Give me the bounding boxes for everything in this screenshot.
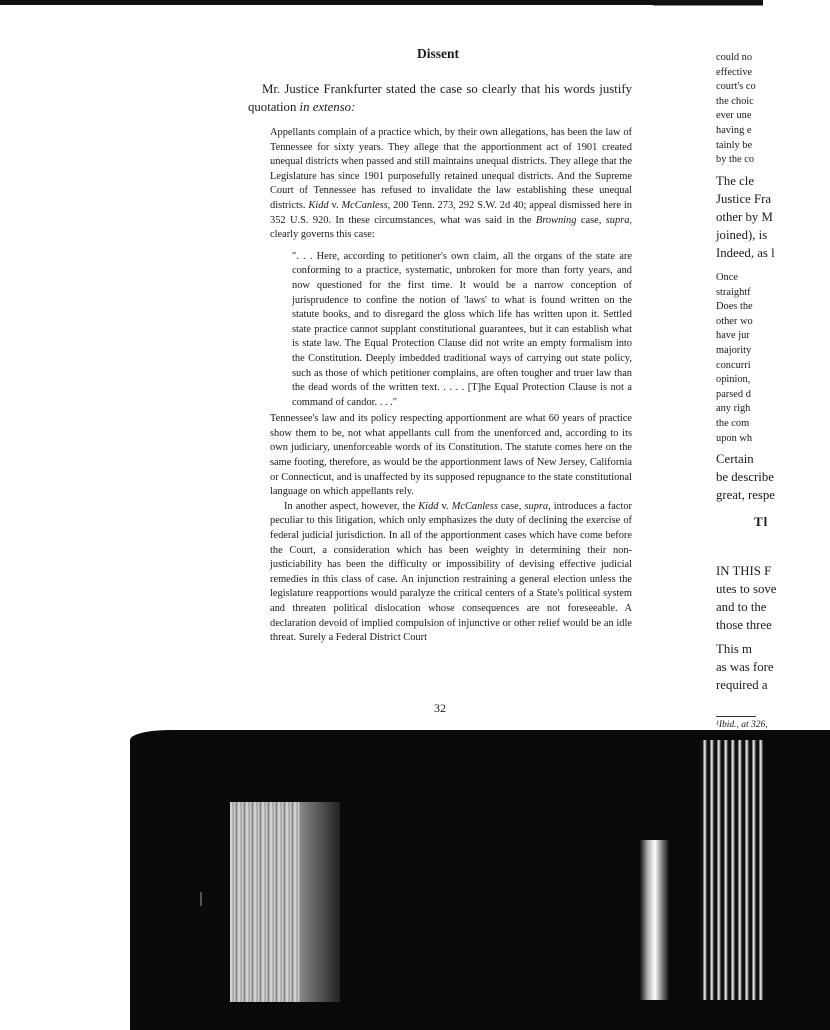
case-name: Kidd xyxy=(308,199,329,211)
facing-page-line: by the co xyxy=(716,154,755,166)
quote-text: introduces a factor peculiar to this litigation, which only emphasizes the duty of declining the exercise of federal judicial jurisdiction. In all of the apportionment cases which have come before the Court, a consideration which has been weighty in determining their non-justiciability has been the difficulty or impossibility of devising effective judicial remedies in this class of case. An injunction restraining a general election unless the legislature reapportions would paralyze the critical centers of a State's political system and threaten political dislocation whose consequences are not foreseeable. A declaration devoid of implied compulsion of injunctive or other relief would be an idle threat. Surely a Federal District Court xyxy=(270,500,632,644)
block-quote xyxy=(270,126,632,646)
facing-page-line: utes to sove xyxy=(716,582,777,596)
scan-gray-band xyxy=(300,802,340,1002)
facing-page-line: ever une xyxy=(716,110,752,122)
case-name: McCanless xyxy=(451,500,498,512)
facing-page-line: joined), is xyxy=(716,228,768,242)
facing-page-line: court's co xyxy=(716,81,756,93)
facing-page-line: be describe xyxy=(716,470,774,484)
intro-italic: in extenso: xyxy=(299,100,356,114)
quote-para-3 xyxy=(270,500,632,646)
facing-page-line: those three xyxy=(716,618,772,632)
quote-para-1 xyxy=(270,126,632,243)
facing-page-line: and to the xyxy=(716,600,767,614)
facing-page-line: tainly be xyxy=(716,139,753,151)
facing-page-line: having e xyxy=(716,125,752,136)
facing-page-line: IN THIS F xyxy=(716,564,772,578)
facing-page-line: opinion, xyxy=(716,374,751,386)
scan-dark-region xyxy=(0,720,763,990)
quote-text: 200 Tenn. 273, 292 S.W. 2d 40; appeal dismissed here in 352 U.S. 920. In these circumstances, what was said in the xyxy=(270,199,632,226)
supra: supra, xyxy=(524,500,551,512)
facing-page-fragment xyxy=(716,52,777,730)
supra: supra, xyxy=(605,214,632,226)
footnote-rule xyxy=(716,716,756,717)
facing-page-line: could no xyxy=(716,52,753,63)
quote-text: clearly governs this case: xyxy=(270,229,375,241)
facing-page-line: effective xyxy=(716,66,753,78)
scan-top-curl xyxy=(653,0,763,18)
facing-page-line: This m xyxy=(716,642,752,656)
facing-page-line: Tl xyxy=(754,514,769,529)
scan-top-edge xyxy=(0,0,763,5)
scan-light-band xyxy=(640,840,670,1000)
facing-page-line: Indeed, as l xyxy=(716,246,775,260)
case-name: McCanless, xyxy=(341,199,391,211)
intro-paragraph xyxy=(248,80,632,116)
facing-page-line: parsed d xyxy=(716,388,751,400)
facing-page-line: the choic xyxy=(716,95,754,107)
quote-text: Appellants complain of a practice which, by their own allegations, has been the law of Tennessee for sixty years. They allege that the apportionment act of 1901 created unequal districts when passed and still maintains unequal districts. They allege that the Legislature has since 1901 purposefully retained unequal districts. And the Supreme Court of Tennessee has refused to invalidate the law establishing these unequal districts. xyxy=(270,127,632,211)
facing-page-line: great, respe xyxy=(716,488,775,502)
facing-page-line: Once xyxy=(716,272,738,283)
scan-mark xyxy=(200,892,202,906)
facing-page-line: The cle xyxy=(716,174,755,188)
facing-page-line: have jur xyxy=(716,330,750,342)
quote-text: In another aspect, however, the xyxy=(284,500,419,512)
intro-text: Mr. Justice Frankfurter stated the case so clearly that his words justify quotation xyxy=(248,82,632,114)
quote-text: v. xyxy=(438,500,452,512)
facing-page-line: Does the xyxy=(716,301,753,313)
quote-text: case, xyxy=(497,500,525,512)
case-name: Kidd xyxy=(418,500,439,512)
facing-page-line: required a xyxy=(716,678,768,692)
facing-page-line: straightf xyxy=(716,286,751,298)
facing-page-line: majority xyxy=(716,345,752,356)
page-number: 32 xyxy=(434,701,446,715)
scan-light-band xyxy=(700,740,763,1000)
quote-text: case, xyxy=(576,214,606,226)
inner-quote: ". . . Here, according to petitioner's own claim, all the organs of the state are conforming to a practice, systematic, unbroken for more than forty years, and now questioned for the first time. It would be a narrow conception of jurisprudence to confine the notion of 'laws' to what is found written on the statute books, and to disregard the gloss which life has written upon it. Settled state practice cannot supplant constitutional guarantees, but it can establish what is state law. The Equal Protection Clause did not write an empty formalism into the Constitution. Deeply imbedded traditional ways of carrying out state policy, such as those of which petitioner complains, are often tougher and truer law than the dead words of the written text. . . . . [T]he Equal Protection Clause is not a command of candor. . . ." xyxy=(292,250,632,408)
facing-page-line: Certain xyxy=(716,452,754,466)
facing-page-line: as was fore xyxy=(716,660,774,674)
facing-page-line: concurri xyxy=(716,359,751,371)
quote-text: v. xyxy=(328,199,342,211)
facing-page-line: Justice Fra xyxy=(716,192,772,206)
scan-gray-band xyxy=(230,802,300,1002)
facing-page-line: the com xyxy=(716,418,750,429)
footnote-fragment: ¹Ibid., at 326, xyxy=(716,720,768,730)
facing-page-line: other wo xyxy=(716,315,753,327)
quote-para-2: Tennessee's law and its policy respecting apportionment are what 60 years of practice show them to be, not what appellants cull from the unenforced and, according to its own judiciary, unenforceable words of its Constitution. The statute comes here on the same footing, therefore, as would be the apportionment laws of New Jersey, California or Connecticut, and is unaffected by its supposed repugnance to the state constitutional language on which appellants rely. xyxy=(270,413,632,498)
case-name: Browning xyxy=(535,214,577,226)
page-heading: Dissent xyxy=(416,46,459,61)
facing-page-line: upon wh xyxy=(716,432,753,444)
facing-page-line: other by M xyxy=(716,210,773,224)
facing-page-line: any righ xyxy=(716,403,751,415)
